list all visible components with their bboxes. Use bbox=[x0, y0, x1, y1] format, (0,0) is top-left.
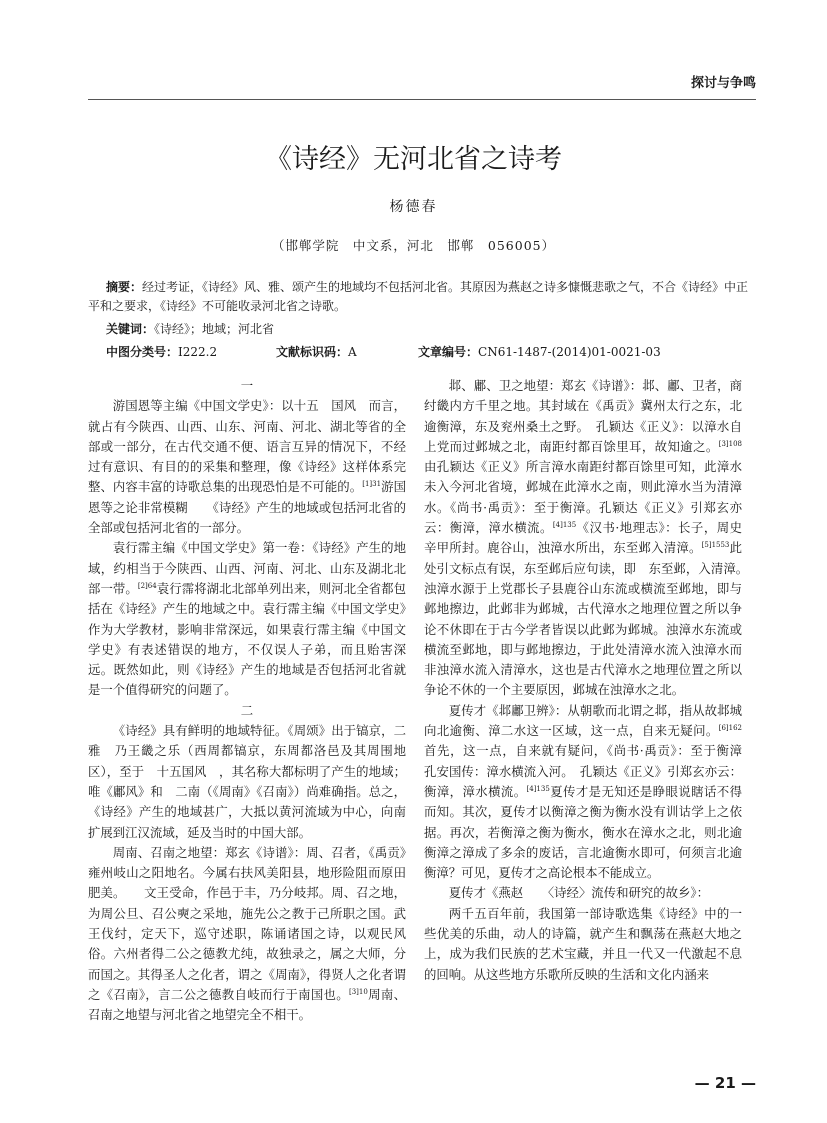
body-column-left bbox=[88, 376, 406, 1026]
author-affiliation: （邯郸学院 中文系，河北 邯郸 056005） bbox=[271, 238, 556, 253]
keywords bbox=[88, 320, 774, 339]
citation: [1]31 bbox=[362, 480, 382, 489]
paragraph: 周南、召南之地望：郑玄《诗谱》：周、召者，《禹贡》雍州岐山之阳地名。今属右扶风美阳县，地形险阻而原田肥美。 文王受命，作邑于丰，乃分岐邦。周、召之地，为周公旦、召公奭之采地，施先公之教于己所职之国。武王伐纣，定天下，巡守述职，陈诵诸国之诗，以观民风俗。六州者得二公之德教尤纯，故独录之，属之大师，分而国之。其得圣人之化者，谓之《周南》，得贤人之化者谓之《召南》，言二公之德教自岐而行于南国也。$^{[3]10}$周南、召南之地望与河北省之地望完全不相干。 bbox=[88, 844, 406, 1023]
keywords-text: 《诗经》；地域；河北省 bbox=[154, 322, 275, 336]
citation: [2]64 bbox=[137, 581, 157, 590]
article-number: 文章编号：CN61-1487-(2014)01-0021-03 bbox=[418, 345, 661, 359]
paragraph: 两千五百年前，我国第一部诗歌选集《诗经》中的一些优美的乐曲，动人的诗篇，就产生和飘荡在燕赵大地之上，成为我们民族的艺术宝藏，并且一代又一代激起不息的回响。从这些地方乐歌所反映的生活和文化内涵来 bbox=[424, 905, 742, 982]
body-column-right bbox=[424, 376, 755, 985]
article-title: 《诗经》无河北省之诗考 bbox=[265, 144, 562, 175]
abstract-label: 摘要： bbox=[106, 280, 143, 294]
keywords-label: 关键词： bbox=[106, 322, 155, 336]
section-heading: 二 bbox=[240, 702, 254, 718]
article-author: 杨德春 bbox=[389, 199, 438, 215]
citation: [4]135 bbox=[526, 784, 550, 793]
citation: [4]135 bbox=[552, 520, 577, 529]
citation: [3]108 bbox=[718, 439, 742, 448]
abstract-text: 经过考证，《诗经》风、雅、颂产生的地域均不包括河北省。其原因为燕赵之诗多慷慨悲歌之气，不合《诗经》中正平和之要求，《诗经》不可能收录河北省之诗歌。 bbox=[88, 280, 749, 313]
section-heading: 一 bbox=[240, 378, 254, 393]
section-tag: 探讨与争鸣 bbox=[690, 76, 756, 91]
paragraph: 夏传才《燕赵 〈诗经〉流传和研究的故乡》： bbox=[448, 885, 709, 901]
citation: [3]10 bbox=[349, 987, 368, 996]
citation: [6]162 bbox=[718, 723, 742, 732]
paragraph: 游国恩等主编《中国文学史》：以十五 国风 而言，就占有今陕西、山西、山东、河南、河北、湖北等省的全部或一部分，在古代交通不便、语言互异的情况下，不经过有意识、有目的的采集和整理，像《诗经》这样体系完整、内容丰富的诗歌总集的出现恐怕是不可能的。$^{[1]31}$游国恩等之论非常模糊 《诗经》产生的地域或包括河北省的全部或包括河北省的一部分。 bbox=[88, 398, 407, 536]
paragraph: 夏传才《邶鄘卫辨》：从朝歌而北谓之邶，指从故邶城向北逾衡、漳二水这一区域，这一点，自来无疑问。$^{[6]162}$首先，这一点，自来就有疑问，《尚书·禹贡》：至于衡漳 孔安国传：漳水横流入河。 孔颖达《正义》引郑玄亦云：衡漳，漳水横流。$^{[4]135}$夏传才是无知还是睁眼说瞎话不得而知。其次，夏传才以衡漳之衡为衡水没有训诂学上之依据。再次，若衡漳之衡为衡水，衡水在漳水之北，则北逾衡漳之漳成了多余的废话，言北逾衡水即可，何须言北逾衡漳？可见，夏传才之高论根本不能成立。 bbox=[424, 702, 755, 881]
abstract bbox=[88, 278, 756, 316]
page-number: — 21 — bbox=[694, 1074, 756, 1092]
citation: [5]1553 bbox=[701, 541, 730, 550]
paragraph: 《诗经》具有鲜明的地域特征。《周颂》出于镐京，二雅 乃王畿之乐（西周都镐京，东周都洛邑及其周围地区），至于 十五国风 ，其名称大都标明了产生的地域；唯《鄘风》和 二南（《周南》《召南》）尚难确指。总之，《诗经》产生的地域甚广，大抵以黄河流域为中心，向南扩展到江汉流域，延及当时的中国大部。 bbox=[88, 723, 406, 840]
paragraph: 袁行霈主编《中国文学史》第一卷：《诗经》产生的地域，约相当于今陕西、山西、河南、河北、山东及湖北北部一带。$^{[2]64}$袁行霈将湖北北部单列出来，则河北全省都包括在《诗经》产生的地域之中。袁行霈主编《中国文学史》作为大学教材，影响非常深远，如果袁行霈主编《中国文学史》有表述错误的地方，不仅误人子弟，而且贻害深远。既然如此，则《诗经》产生的地域是否包括河北省就是一个值得研究的问题了。 bbox=[88, 540, 407, 698]
document-code: 文献标识码：A bbox=[276, 345, 357, 359]
header-rule bbox=[88, 99, 756, 100]
clc-code: 中图分类号：I222.2 bbox=[106, 345, 218, 359]
paragraph: 邶、鄘、卫之地望：郑玄《诗谱》：邶、鄘、卫者，商纣畿内方千里之地。其封域在《禹贡》冀州太行之东，北逾衡漳，东及兖州桑土之野。 孔颖达《正义》：以漳水自上党而过邺城之北，南距纣都百馀里耳，故知逾之。$^{[3]108}$由孔颖达《正义》所言漳水南距纣都百馀里可知，此漳水未入今河北省境，邺城在此漳水之南，则此漳水当为清漳水。《尚书·禹贡》：至于衡漳。孔颖达《正义》引郑玄亦云：衡漳，漳水横流。$^{[4]135}$《汉书·地理志》：长子，周史辛甲所封。鹿谷山，浊漳水所出，东至邺入清漳。$^{[5]1553}$此处引文标点有误，东至邺后应句读，即 东至邺，入清漳。 浊漳水源于上党郡长子县鹿谷山东流或横流至邺地，即与邺地擦边，此邺非为邺城，古代漳水之地理位置之所以争论不休即在于古今学者皆误以此邺为邺城。浊漳水东流或横流至邺地，即与邺地擦边，于此处清漳水流入浊漳水而非浊漳水流入清漳水，这也是古代漳水之地理位置之所以争论不休的一个主要原因，邺城在浊漳水之北。 bbox=[424, 378, 755, 698]
